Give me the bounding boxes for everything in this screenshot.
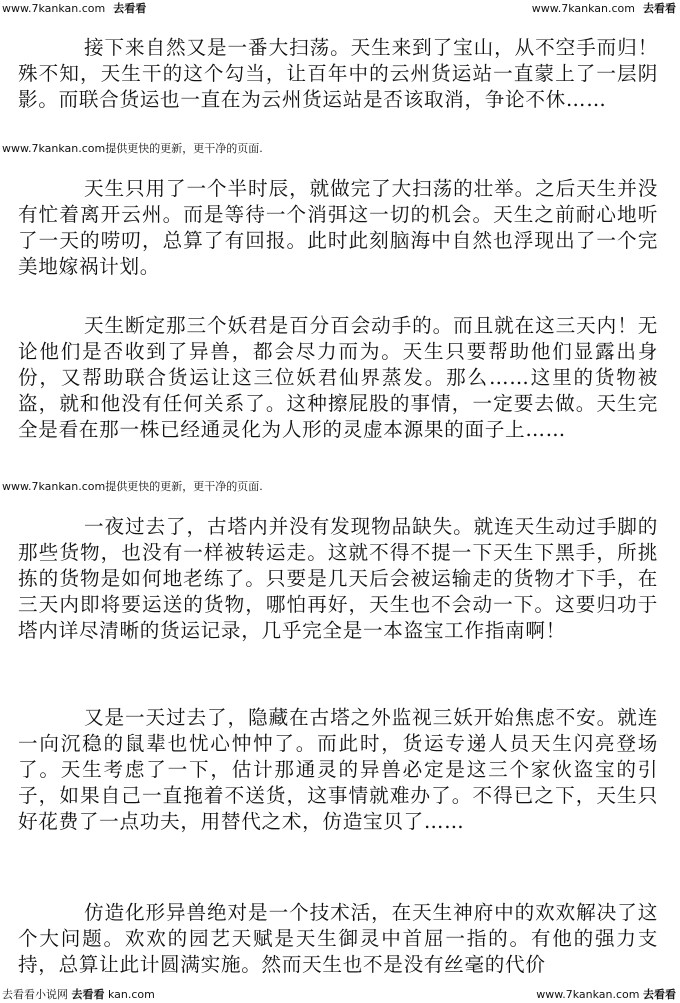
header-left: [2, 0, 146, 16]
ad-line-1[interactable]: www.7kankan.com提供更快的更新，更干净的页面.: [2, 142, 263, 155]
paragraph-3: 天生断定那三个妖君是百分百会动手的。而且就在这三天内！无论他们是否收到了异兽，都会尽力而为。天生只要帮助他们显露出身份，又帮助联合货运让这三位妖君仙界蒸发。那么……这里的货物被盗，就和他没有任何关系了。这种擦屁股的事情，一定要去做。天生完全是看在那一株已经通灵化为人形的灵虚本源果的面子上……: [18, 314, 658, 441]
paragraph-6: 仿造化形异兽绝对是一个技术活，在天生神府中的欢欢解决了这个大问题。欢欢的园艺天赋是天生御灵中首屈一指的。有他的强力支持，总算让此计圆满实施。然而天生也不是没有丝毫的代价: [18, 901, 658, 976]
footer-site-name[interactable]: 去看看小说网: [2, 988, 68, 1001]
footer-site-link-right[interactable]: www.7kankan.com: [536, 988, 640, 1001]
footer-site-label: 去看看: [71, 988, 105, 1001]
ad-line-2[interactable]: www.7kankan.com提供更快的更新，更干净的页面.: [2, 480, 263, 493]
paragraph-2: 天生只用了一个半时辰，就做完了大扫荡的壮举。之后天生并没有忙着离开云州。而是等待一个消弭这一切的机会。天生之前耐心地听了一天的唠叨，总算了有回报。此时此刻脑海中自然也浮现出了一个完美地嫁祸计划。: [18, 177, 658, 278]
paragraph-1: 接下来自然又是一番大扫荡。天生来到了宝山，从不空手而归！殊不知，天生干的这个勾当，让百年中的云州货运站一直蒙上了一层阴影。而联合货运也一直在为云州货运站是否该取消，争论不休……: [18, 36, 658, 111]
header-site-label-right: 去看看: [643, 2, 676, 15]
paragraph-4: 一夜过去了，古塔内并没有发现物品缺失。就连天生动过手脚的那些货物，也没有一样被转运走。这就不得不提一下天生下黑手，所挑拣的货物是如何地老练了。只要是几天后会被运输走的货物才下手，在三天内即将要运送的货物，哪怕再好，天生也不会动一下。这要归功于塔内详尽清晰的货运记录，几乎完全是一本盗宝工作指南啊！: [18, 515, 658, 642]
paragraph-5: 又是一天过去了，隐藏在古塔之外监视三妖开始焦虑不安。就连一向沉稳的鼠辈也忧心忡忡了。而此时，货运专递人员天生闪亮登场了。天生考虑了一下，估计那通灵的异兽必定是这三个家伙盗宝的引子，如果自己一直拖着不送货，这事情就难办了。不得已之下，天生只好花费了一点功夫，用替代之术，仿造宝贝了……: [18, 706, 658, 833]
header-site-link[interactable]: www.7kankan.com: [2, 2, 106, 15]
footer-site-label-right: 去看看: [643, 988, 676, 1001]
header-right: [532, 0, 676, 16]
footer-right: [536, 986, 676, 1002]
footer-site-tail[interactable]: kan.com: [108, 988, 155, 1001]
header-site-link-right[interactable]: www.7kankan.com: [531, 2, 635, 15]
header-site-label: 去看看: [113, 2, 147, 15]
footer-left: [2, 986, 155, 1002]
